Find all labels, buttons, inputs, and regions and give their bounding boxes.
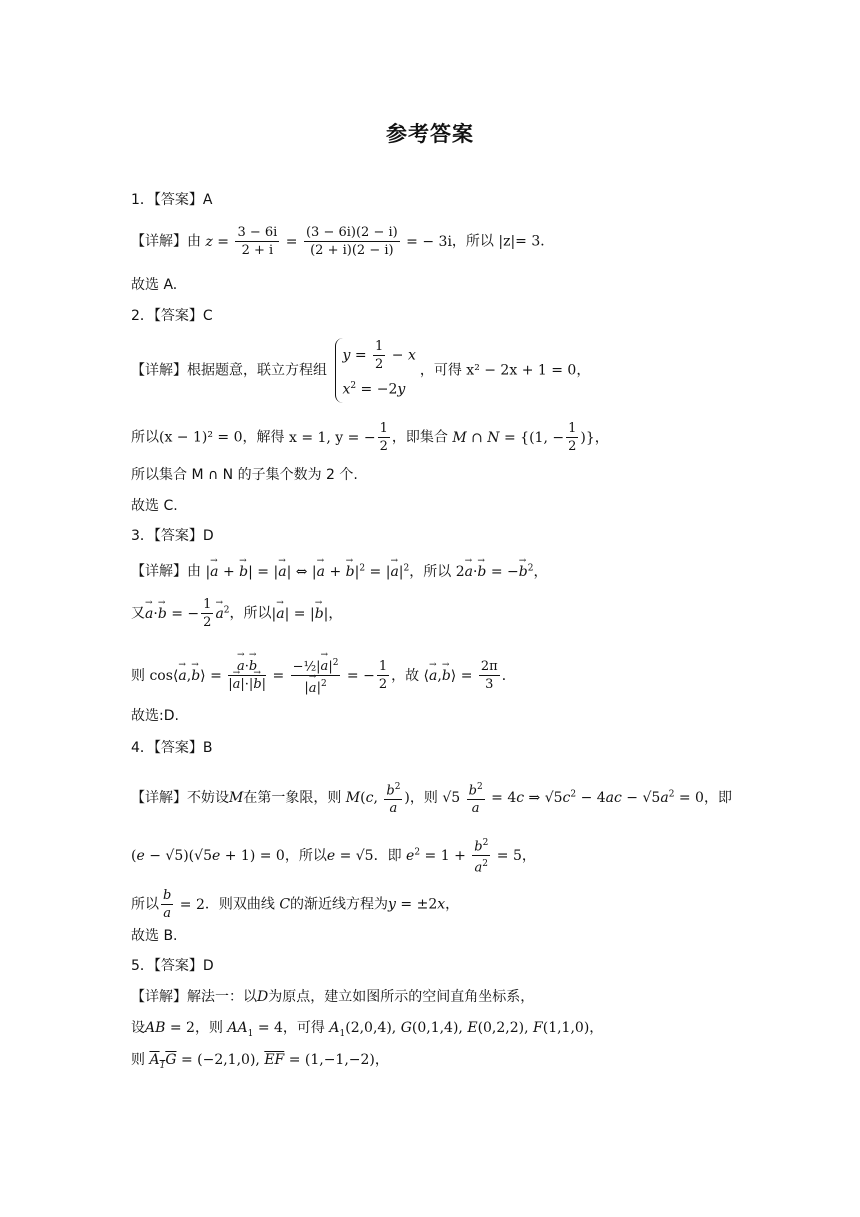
q2-choice: 故选 C. [131, 498, 178, 514]
q2-detail: 【详解】根据题意，联立方程组 y = $\frac{1}{2}$ − x $x^2 = -2y$ ，可得 x² − 2x + 1 = 0， [131, 338, 590, 403]
q5-line3: 则 $A_1G = (-2,1,0)$, $\overline{EF} = (1,-1,-2)$， [131, 1052, 389, 1071]
q5-answer: 5．【答案】D [131, 958, 214, 974]
q5-line1: 【详解】解法一：以D为原点，建立如图所示的空间直角坐标系， [131, 989, 535, 1005]
q2-line2: 所以(x − 1)² = 0，解得 x = 1, y = − $\frac{1}{2}$ ，即集合 M ∩ N = {(1, − $\frac{1}{2}$ )}， [131, 421, 609, 454]
q4-detail: 【详解】不妨设M在第一象限，则 M(c, $\frac{b^2}{a}$ )，则 √5 $\frac{b^2}{a}$ = 4c ⇒ $√5c^2 - 4ac - √5a^2 = 0$，即 [131, 779, 732, 817]
page-title: 参考答案 [386, 122, 474, 146]
q1-answer: 1．【答案】A [131, 192, 213, 208]
q2-answer: 2．【答案】C [131, 308, 213, 324]
q3-choice: 故选:D. [131, 708, 179, 724]
q2-line3: 所以集合 M ∩ N 的子集个数为 2 个. [131, 467, 358, 483]
q3-answer: 3．【答案】D [131, 528, 214, 544]
q5-line2: 设AB = 2，则 $AA_1 = 4$，可得 $A_1(2,0,4)$, G(0,1,4), E(0,2,2), F(1,1,0)， [131, 1020, 604, 1039]
q1-choice: 故选 A. [131, 277, 178, 293]
q3-detail: 【详解】由 |→ a + → b| = |→ a| ⇔ |→ a + → $b|^2$ = |→ $a|^2$，所以 2→ a·→ b = −→ $b^2$， [131, 558, 547, 582]
q3-line3: 则 cos⟨→ a,→ b⟩ = → $\frac{a\cdot\to b}{|\to a|\cdot|\to b|}$ = $\frac{-\frac{1}{2}|\to a|^2}{|\to a|^2}$ = − $\frac{1}{2}$ ，故 ⟨→ a,→ b⟩ = $\frac{2\pi}{3}$ ． [131, 655, 516, 697]
q1-detail: 【详解】由 z = $\frac{3 - 6i}{2 + i}$ = $\frac{(3 - 6i)(2 - i)}{(2 + i)(2 - i)}$ = − 3i，所以 |z|= 3． [131, 225, 555, 258]
q3-line2: 又→ a·→ b = − $\frac{1}{2}$ → $a^2$，所以|→ a| = |→ b|， [131, 596, 342, 631]
q4-line2: (e − √5)(√5e + 1) = 0，所以e = √5．即 $e^2 = 1$ + $\frac{b^2}{a^2}$ = 5， [131, 835, 536, 877]
q4-answer: 4．【答案】B [131, 740, 213, 756]
q4-choice: 故选 B. [131, 928, 178, 944]
q4-line3: 所以 $\frac{b}{a}$ = 2．则双曲线 C的渐近线方程为y = ±2x， [131, 888, 460, 921]
